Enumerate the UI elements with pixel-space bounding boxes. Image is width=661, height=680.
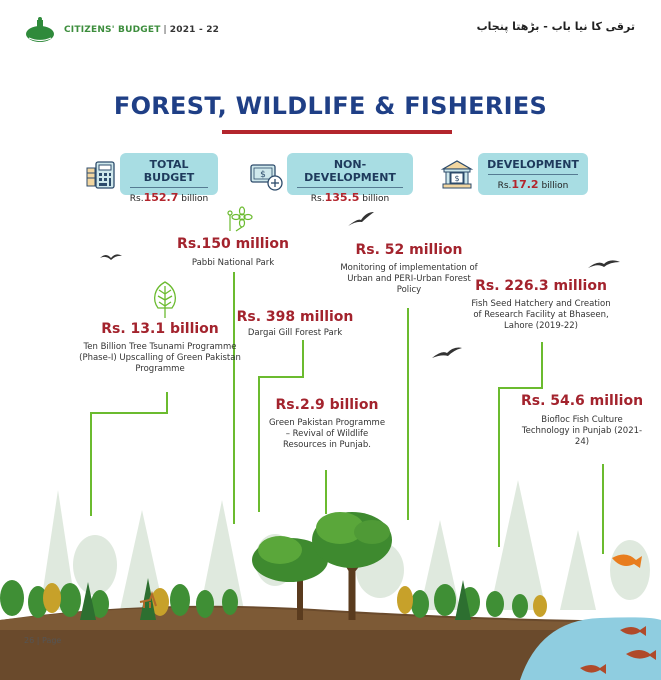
connector-line [258,376,304,378]
non-development-label: NON-DEVELOPMENT [304,158,396,184]
connector-line [166,392,168,414]
connector-line [541,342,543,388]
page-footer [24,636,61,645]
non-development-value: Rs.135.5 billion [310,191,390,204]
brand-text: CITIZENS' BUDGET [64,25,161,35]
project-description: Dargai Gill Forest Park [247,328,343,338]
header-brand [24,16,219,44]
page-number: 26 [24,636,35,645]
tree-icon [148,280,182,320]
flower-icon [222,205,256,233]
bird-icon [432,346,462,360]
project-amount: Rs.150 million [177,236,289,252]
svg-text:$: $ [454,174,460,183]
bird-icon [348,212,374,228]
project-amount: Rs.2.9 billion [275,397,379,413]
project-dargai-gill [228,309,362,339]
project-description: Pabbi National Park [191,258,275,268]
non-development-box [287,153,413,204]
project-amount: Rs. 54.6 million [520,393,644,409]
urdu-tagline: ترقی کا نیا باب - بڑھتا پنجاب [476,20,635,33]
svg-text:$: $ [260,170,266,180]
project-description: Fish Seed Hatchery and Creation of Research Facility at Bhaseen, Lahore (2019-22) [471,299,611,331]
total-budget-label: TOTAL BUDGET [143,158,195,184]
punjab-emblem-icon [24,16,56,44]
development-label: DEVELOPMENT [487,158,579,171]
project-green-pakistan [268,397,386,451]
project-amount: Rs. 398 million [236,309,354,325]
page-title: FOREST, WILDLIFE & FISHERIES [113,92,548,120]
calculator-icon [84,158,118,192]
total-budget-box [120,153,218,204]
project-urban-forest [340,242,478,296]
bank-building-icon [440,158,474,192]
header-separator: | [163,25,167,35]
page-label: | Page [36,636,62,645]
project-description: Green Pakistan Programme – Revival of Wildlife Resources in Punjab. [268,418,386,450]
development-value: Rs.17.2 billion [497,178,569,191]
project-biofloc [520,393,644,448]
project-amount: Rs. 13.1 billion [101,321,219,337]
project-fish-hatchery [468,278,614,332]
project-pabbi [168,236,298,269]
header-title [64,25,219,35]
connector-line [498,387,543,389]
connector-line [302,340,304,378]
total-budget-value: Rs.152.7 billion [129,191,209,204]
development-box [478,153,588,195]
bird-icon [588,258,620,270]
project-description: Ten Billion Tree Tsunami Programme (Phase-I) Upscalling of Green Pakistan Programme [79,342,241,374]
budget-year: 2021 - 22 [169,25,220,35]
forest-landscape-illustration [0,470,661,680]
connector-line [90,412,168,414]
project-amount: Rs. 226.3 million [475,278,607,294]
money-plus-icon [248,160,284,192]
bird-icon [100,252,122,262]
project-tree-tsunami [78,321,242,375]
title-underline [222,130,452,134]
project-amount: Rs. 52 million [355,242,463,258]
project-description: Biofloc Fish Culture Technology in Punjab (2021-24) [521,415,643,447]
project-description: Monitoring of implementation of Urban and PERI-Urban Forest Policy [340,263,478,295]
